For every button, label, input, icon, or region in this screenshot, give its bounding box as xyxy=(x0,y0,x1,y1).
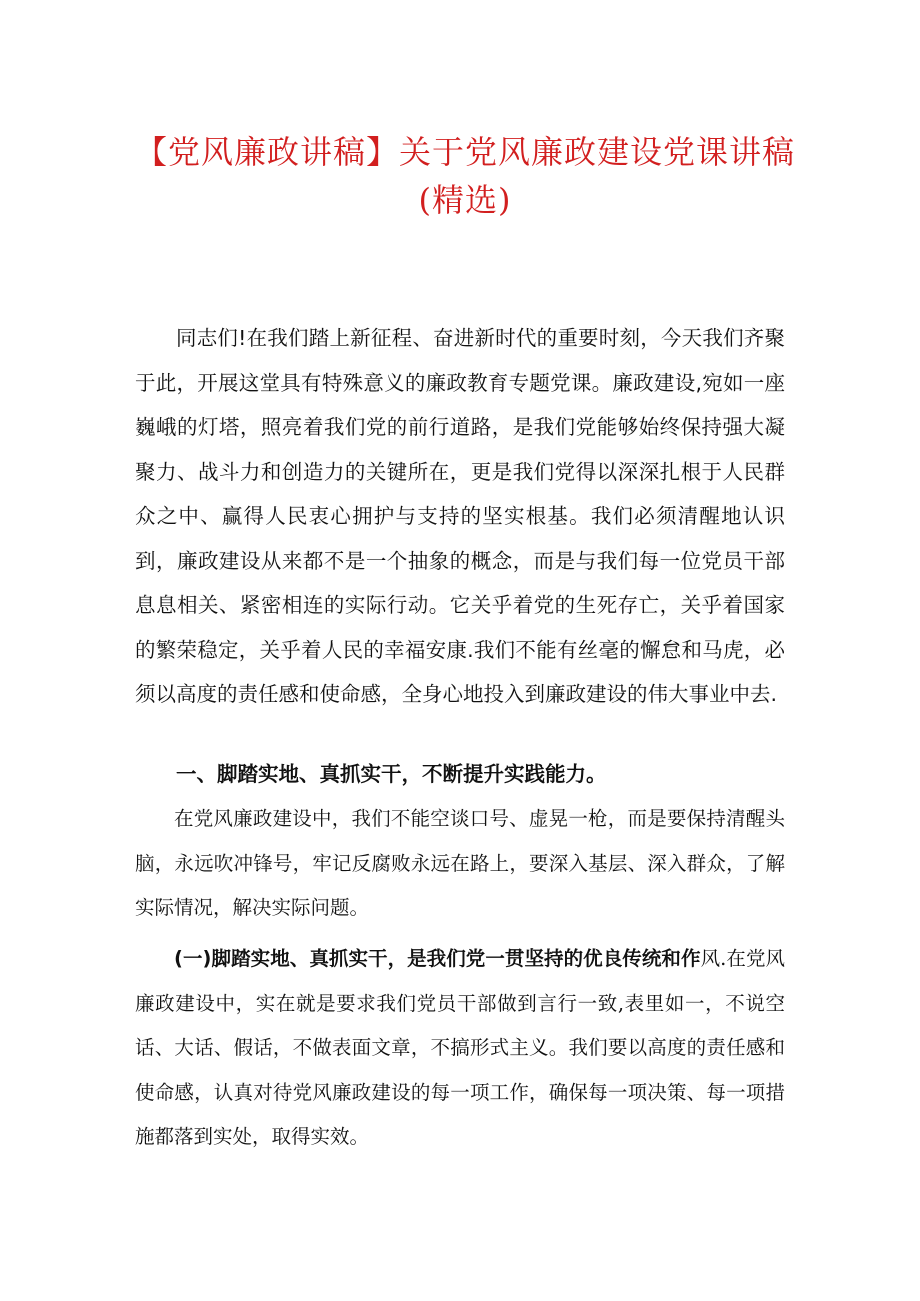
section-heading-1: 一、脚踏实地、真抓实干，不断提升实践能力。 xyxy=(176,762,607,786)
subsection-1-rest: 风.在党风廉政建设中，实在就是要求我们党员干部做到言行一致,表里如一，不说空话、大话、假话，不做表面文章，不搞形式主义。我们要以高度的责任感和使命感，认真对待党风廉政建设的每一项工作，确保每一项决策、每一项措施都落到实处，取得实效。 xyxy=(135,947,786,1148)
intro-paragraph: 同志们!在我们踏上新征程、奋进新时代的重要时刻，今天我们齐聚于此，开展这堂具有特殊意义的廉政教育专题党课。廉政建设,宛如一座巍峨的灯塔，照亮着我们党的前行道路，是我们党能够始终保持强大凝聚力、战斗力和创造力的关键所在，更是我们党得以深深扎根于人民群众之中、赢得人民衷心拥护与支持的坚实根基。我们必须清醒地认识到，廉政建设从来都不是一个抽象的概念，而是与我们每一位党员干部息息相关、紧密相连的实际行动。它关乎着党的生死存亡，关乎着国家的繁荣稳定，关乎着人民的幸福安康.我们不能有丝毫的懈怠和马虎，必须以高度的责任感和使命感，全身心地投入到廉政建设的伟大事业中去. xyxy=(135,326,785,706)
subsection-1-paragraph xyxy=(135,937,785,1160)
section-1-paragraph: 在党风廉政建设中，我们不能空谈口号、虚晃一枪，而是要保持清醒头脑，永远吹冲锋号，牢记反腐败永远在路上，要深入基层、深入群众，了解实际情况，解决实际问题。 xyxy=(135,807,785,919)
subsection-1-lead: (一)脚踏实地、真抓实干，是我们党一贯坚持的优良传统和作 xyxy=(174,947,701,970)
title-line-1: 【党风廉政讲稿】关于党风廉政建设党课讲稿 xyxy=(134,133,795,171)
document-title xyxy=(120,128,810,224)
title-line-2: (精选) xyxy=(418,181,512,219)
